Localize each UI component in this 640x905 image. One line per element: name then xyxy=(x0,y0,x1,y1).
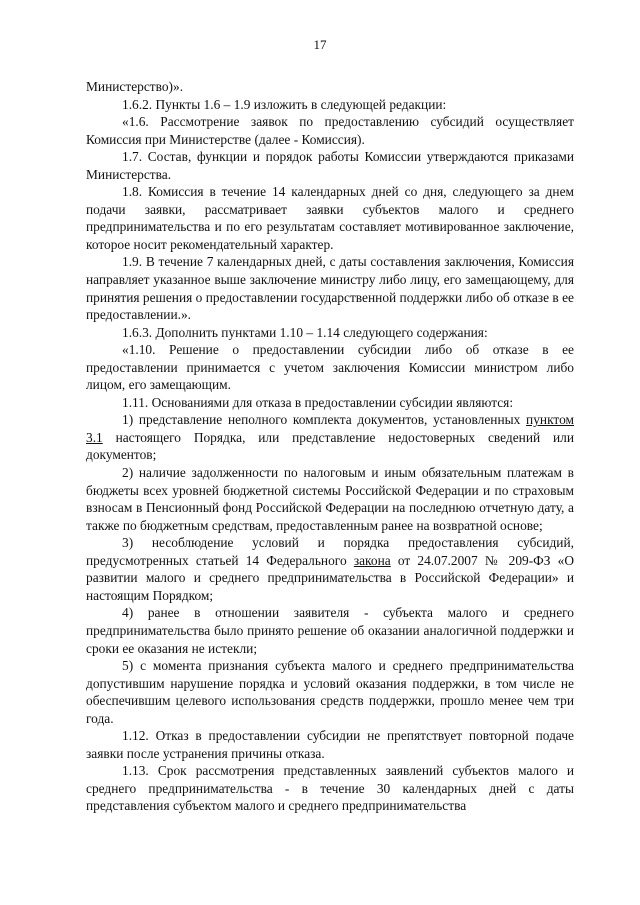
paragraph xyxy=(86,411,574,464)
paragraph: 1.11. Основаниями для отказа в предоставлении субсидии являются: xyxy=(122,394,514,410)
paragraph: 1.7. Состав, функции и порядок работы Комиссии утверждаются приказами Министерства. xyxy=(86,149,574,182)
page-number: 17 xyxy=(313,37,327,52)
paragraph: 4) ранее в отношении заявителя - субъекта малого и среднего предпринимательства было принято решение об оказании аналогичной поддержки и сроки ее оказания не истекли; xyxy=(86,605,574,656)
reference-link[interactable]: пунктом 3.1 xyxy=(86,412,574,445)
document-body xyxy=(86,78,574,815)
paragraph: 2) наличие задолженности по налоговым и иным обязательным платежам в бюджеты всех уровней бюджетной системы Российской Федерации и по страховым взносам в Пенсионный фонд Российской Федерации на последнюю отчетную дату, а также по бюджетным средствам, предоставленным ранее на возвратной основе; xyxy=(86,465,574,533)
paragraph: 1.6.2. Пункты 1.6 – 1.9 изложить в следующей редакции: xyxy=(122,96,447,112)
paragraph: «1.6. Рассмотрение заявок по предоставлению субсидий осуществляет Комиссия при Министерстве (далее - Комиссия). xyxy=(86,114,574,147)
paragraph: 1.8. Комиссия в течение 14 календарных дней со дня, следующего за днем подачи заявки, рассматривает заявки субъектов малого и среднего предпринимательства и по его результатам составляет мотивированное заключение, которое носит рекомендательный характер. xyxy=(86,184,574,252)
paragraph: 1.13. Срок рассмотрения представленных заявлений субъектов малого и среднего предпринимательства - в течение 30 календарных дней с даты представления субъектом малого и среднего предпринимательства xyxy=(86,763,574,814)
paragraph-text: 3) несоблюдение условий и порядка предоставления субсидий, предусмотренных статьей 14 Федерального xyxy=(86,535,574,568)
paragraph xyxy=(86,534,574,604)
paragraph-text: 1) представление неполного комплекта документов, установленных xyxy=(122,412,527,428)
paragraph: Министерство)». xyxy=(86,79,184,94)
paragraph: 1.9. В течение 7 календарных дней, с даты составления заключения, Комиссия направляет указанное выше заключение министру либо лицу, его замещающему, для принятия решения о предоставлении государственной поддержки либо об отказе в ее предоставлении.». xyxy=(86,254,574,323)
paragraph-text: от 24.07.2007 № 209-ФЗ «О развитии малого и среднего предпринимательства в Российской Федерации» и настоящим Порядком; xyxy=(86,552,574,603)
paragraph: 1.6.3. Дополнить пунктами 1.10 – 1.14 следующего содержания: xyxy=(122,324,488,340)
paragraph: 5) с момента признания субъекта малого и среднего предпринимательства допустившим нарушение порядка и условий оказания поддержки, в том числе не обеспечившим целевого использования средств поддержки, прошло менее чем три года. xyxy=(86,658,574,726)
paragraph: 1.12. Отказ в предоставлении субсидии не препятствует повторной подаче заявки после устранения причины отказа. xyxy=(86,728,574,761)
reference-link[interactable]: закона xyxy=(353,552,391,568)
paragraph: «1.10. Решение о предоставлении субсидии либо об отказе в ее предоставлении принимается с учетом заключения Комиссии министром либо лицом, его замещающим. xyxy=(86,342,574,393)
paragraph-text: настоящего Порядка, или представление недостоверных сведений или документов; xyxy=(86,429,574,463)
